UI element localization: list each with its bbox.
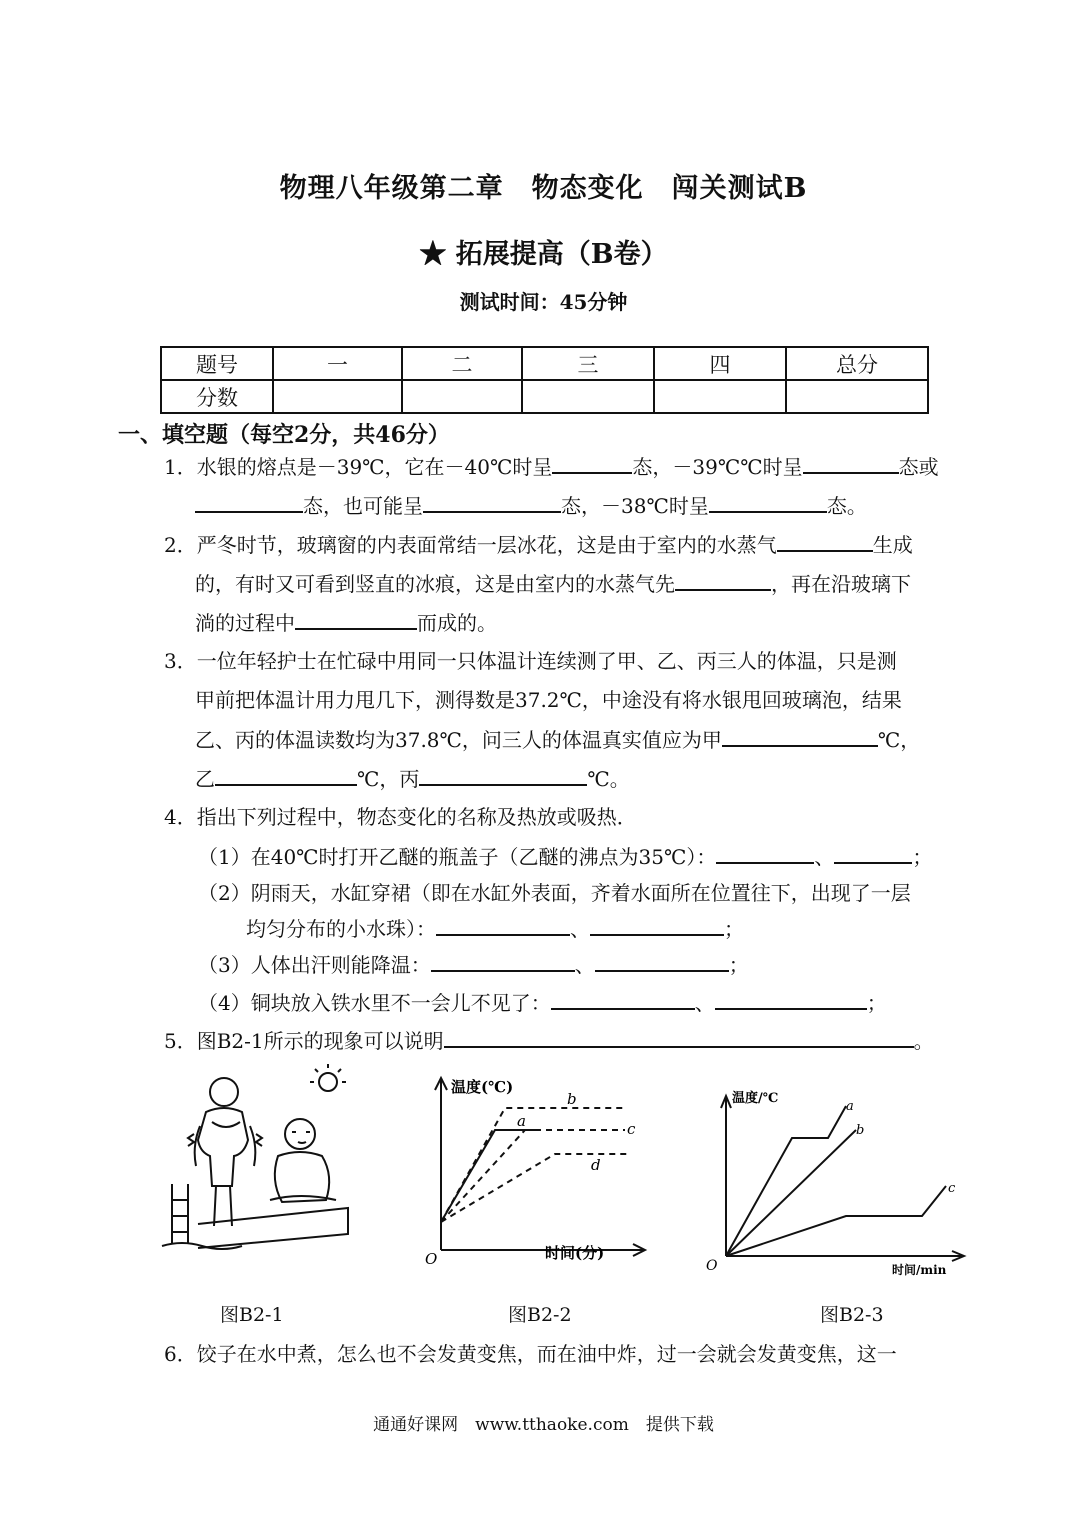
origin-label: O: [425, 1250, 438, 1268]
question-text: 、: [570, 917, 590, 941]
question-4-sub-4: [198, 988, 887, 1017]
score-table: [160, 346, 929, 414]
question-3-line-2: 甲前把体温计用力甩几下，测得数是37.2℃，中途没有将水银甩回玻璃泡，结果: [195, 688, 902, 712]
score-cell[interactable]: [522, 380, 654, 413]
question-text: 态，也可能呈: [303, 494, 423, 518]
x-axis-label: 时间/min: [892, 1263, 947, 1277]
figure-caption-b2-3: 图B2-3: [820, 1304, 884, 1326]
question-5: [164, 1026, 934, 1055]
answer-blank[interactable]: [722, 725, 878, 747]
question-text: 态或: [898, 455, 939, 479]
answer-blank[interactable]: [595, 950, 729, 972]
curve-label-a: a: [517, 1112, 526, 1130]
curve-a: [726, 1106, 846, 1256]
figure-b2-2-chart: [415, 1068, 655, 1268]
question-4-sub-3: [198, 950, 749, 979]
question-text: 、: [814, 845, 835, 869]
question-text: ℃，: [877, 728, 921, 752]
time-note: 测试时间：45分钟: [459, 290, 628, 314]
question-3-line-3: [195, 725, 920, 754]
table-row: [161, 347, 928, 380]
question-text: ；: [866, 991, 887, 1015]
answer-blank[interactable]: [803, 452, 899, 474]
question-text: 态，－39℃℃时呈: [632, 455, 803, 479]
question-4-line-1: 4．指出下列过程中，物态变化的名称及热放或吸热．: [164, 805, 637, 829]
page-subtitle: ★ 拓展提高（B卷）: [419, 239, 668, 270]
curve-label-b: b: [856, 1123, 865, 1138]
question-text: 态。: [826, 494, 867, 518]
answer-blank[interactable]: [444, 1026, 914, 1048]
answer-blank[interactable]: [295, 608, 417, 630]
question-text: 。: [913, 1029, 934, 1053]
curve-label-c: c: [627, 1120, 636, 1138]
question-text: （4）铜块放入铁水里不一会儿不见了：: [198, 991, 551, 1015]
answer-blank[interactable]: [552, 452, 632, 474]
table-cell: 三: [522, 347, 654, 380]
figure-caption-b2-2: 图B2-2: [508, 1304, 572, 1326]
answer-blank[interactable]: [675, 569, 771, 591]
question-text: 乙: [195, 767, 215, 791]
table-cell: 总分: [786, 347, 928, 380]
question-text: ；: [728, 953, 749, 977]
answer-blank[interactable]: [709, 491, 827, 513]
question-text: 、: [574, 953, 595, 977]
answer-blank[interactable]: [715, 988, 867, 1010]
question-6-line-1: 6．饺子在水中煮，怎么也不会发黄变焦，而在油中炸，过一会就会发黄变焦，这一: [164, 1342, 897, 1366]
question-text: 态，－38℃时呈: [561, 494, 709, 518]
question-text: 均匀分布的小水珠）：: [246, 917, 436, 941]
question-text: 乙、丙的体温读数均为37.8℃，问三人的体温真实值应为甲: [195, 728, 722, 752]
curve-a: [441, 1130, 535, 1222]
curve-label-c: c: [948, 1181, 956, 1196]
question-text: 的，有时又可看到竖直的冰痕，这是由室内的水蒸气先: [195, 572, 675, 596]
x-axis-label: 时间(分): [545, 1244, 605, 1262]
question-text: （1）在40℃时打开乙醚的瓶盖子（乙醚的沸点为35℃）：: [198, 845, 717, 869]
question-text: ，再在沿玻璃下: [771, 572, 911, 596]
score-cell[interactable]: [654, 380, 786, 413]
question-text: ℃，丙: [357, 767, 420, 791]
answer-blank[interactable]: [423, 491, 561, 513]
y-axis-label: 温度/℃: [732, 1091, 779, 1106]
curve-c: [441, 1130, 525, 1222]
question-text: 1．水银的熔点是－39℃，它在－40℃时呈: [164, 455, 553, 479]
score-cell[interactable]: [786, 380, 928, 413]
table-cell: 一: [273, 347, 402, 380]
answer-blank[interactable]: [215, 764, 357, 786]
answer-blank[interactable]: [436, 914, 570, 936]
question-text: ；: [724, 917, 744, 941]
section-heading: 一、填空题（每空2分，共46分）: [118, 422, 450, 448]
answer-blank[interactable]: [834, 842, 912, 864]
table-row: [161, 380, 928, 413]
question-text: 而成的。: [417, 611, 497, 635]
origin-label: O: [706, 1258, 718, 1274]
score-cell[interactable]: [402, 380, 522, 413]
answer-blank[interactable]: [195, 491, 303, 513]
table-cell: 分数: [161, 380, 273, 413]
question-3-line-1: 3．一位年轻护士在忙碌中用同一只体温计连续测了甲、乙、丙三人的体温，只是测: [164, 649, 897, 673]
curve-label-b: b: [567, 1090, 577, 1108]
curve-label-d: d: [591, 1156, 601, 1174]
question-text: （3）人体出汗则能降温：: [198, 953, 431, 977]
answer-blank[interactable]: [590, 914, 724, 936]
page-title: 物理八年级第二章 物态变化 闯关测试B: [279, 173, 808, 204]
question-1-line-1: [164, 452, 939, 481]
answer-blank[interactable]: [419, 764, 587, 786]
question-text: ℃。: [587, 767, 630, 791]
table-cell: 题号: [161, 347, 273, 380]
question-2-line-3: [195, 608, 497, 637]
figure-b2-3-chart: [700, 1088, 970, 1278]
table-cell: 四: [654, 347, 786, 380]
curve-label-a: a: [846, 1099, 854, 1114]
swimmers-illustration: [158, 1064, 368, 1250]
question-text: ；: [912, 845, 933, 869]
question-text: 生成: [872, 533, 913, 557]
question-text: 、: [694, 991, 715, 1015]
question-text: 2．严冬时节，玻璃窗的内表面常结一层冰花，这是由于室内的水蒸气: [164, 533, 777, 557]
question-text: 淌的过程中: [195, 611, 295, 635]
question-4-sub-1: [198, 842, 932, 871]
question-4-sub-2a: （2）阴雨天，水缸穿裙（即在水缸外表面，齐着水面所在位置往下，出现了一层: [198, 881, 911, 905]
question-1-line-2: [195, 491, 867, 520]
figure-caption-b2-1: 图B2-1: [220, 1304, 284, 1326]
y-axis-label: 温度(℃): [451, 1078, 514, 1096]
question-3-line-4: [195, 764, 630, 793]
answer-blank[interactable]: [431, 950, 575, 972]
answer-blank[interactable]: [777, 530, 873, 552]
answer-blank[interactable]: [716, 842, 814, 864]
score-cell[interactable]: [273, 380, 402, 413]
question-2-line-1: [164, 530, 913, 559]
question-4-sub-2b: [246, 914, 744, 943]
answer-blank[interactable]: [551, 988, 695, 1010]
curve-b: [726, 1130, 856, 1256]
question-2-line-2: [195, 569, 911, 598]
question-text: 5．图B2-1所示的现象可以说明: [164, 1029, 444, 1053]
page-footer: 通通好课网 www.tthaoke.com 提供下载: [373, 1415, 714, 1435]
table-cell: 二: [402, 347, 522, 380]
